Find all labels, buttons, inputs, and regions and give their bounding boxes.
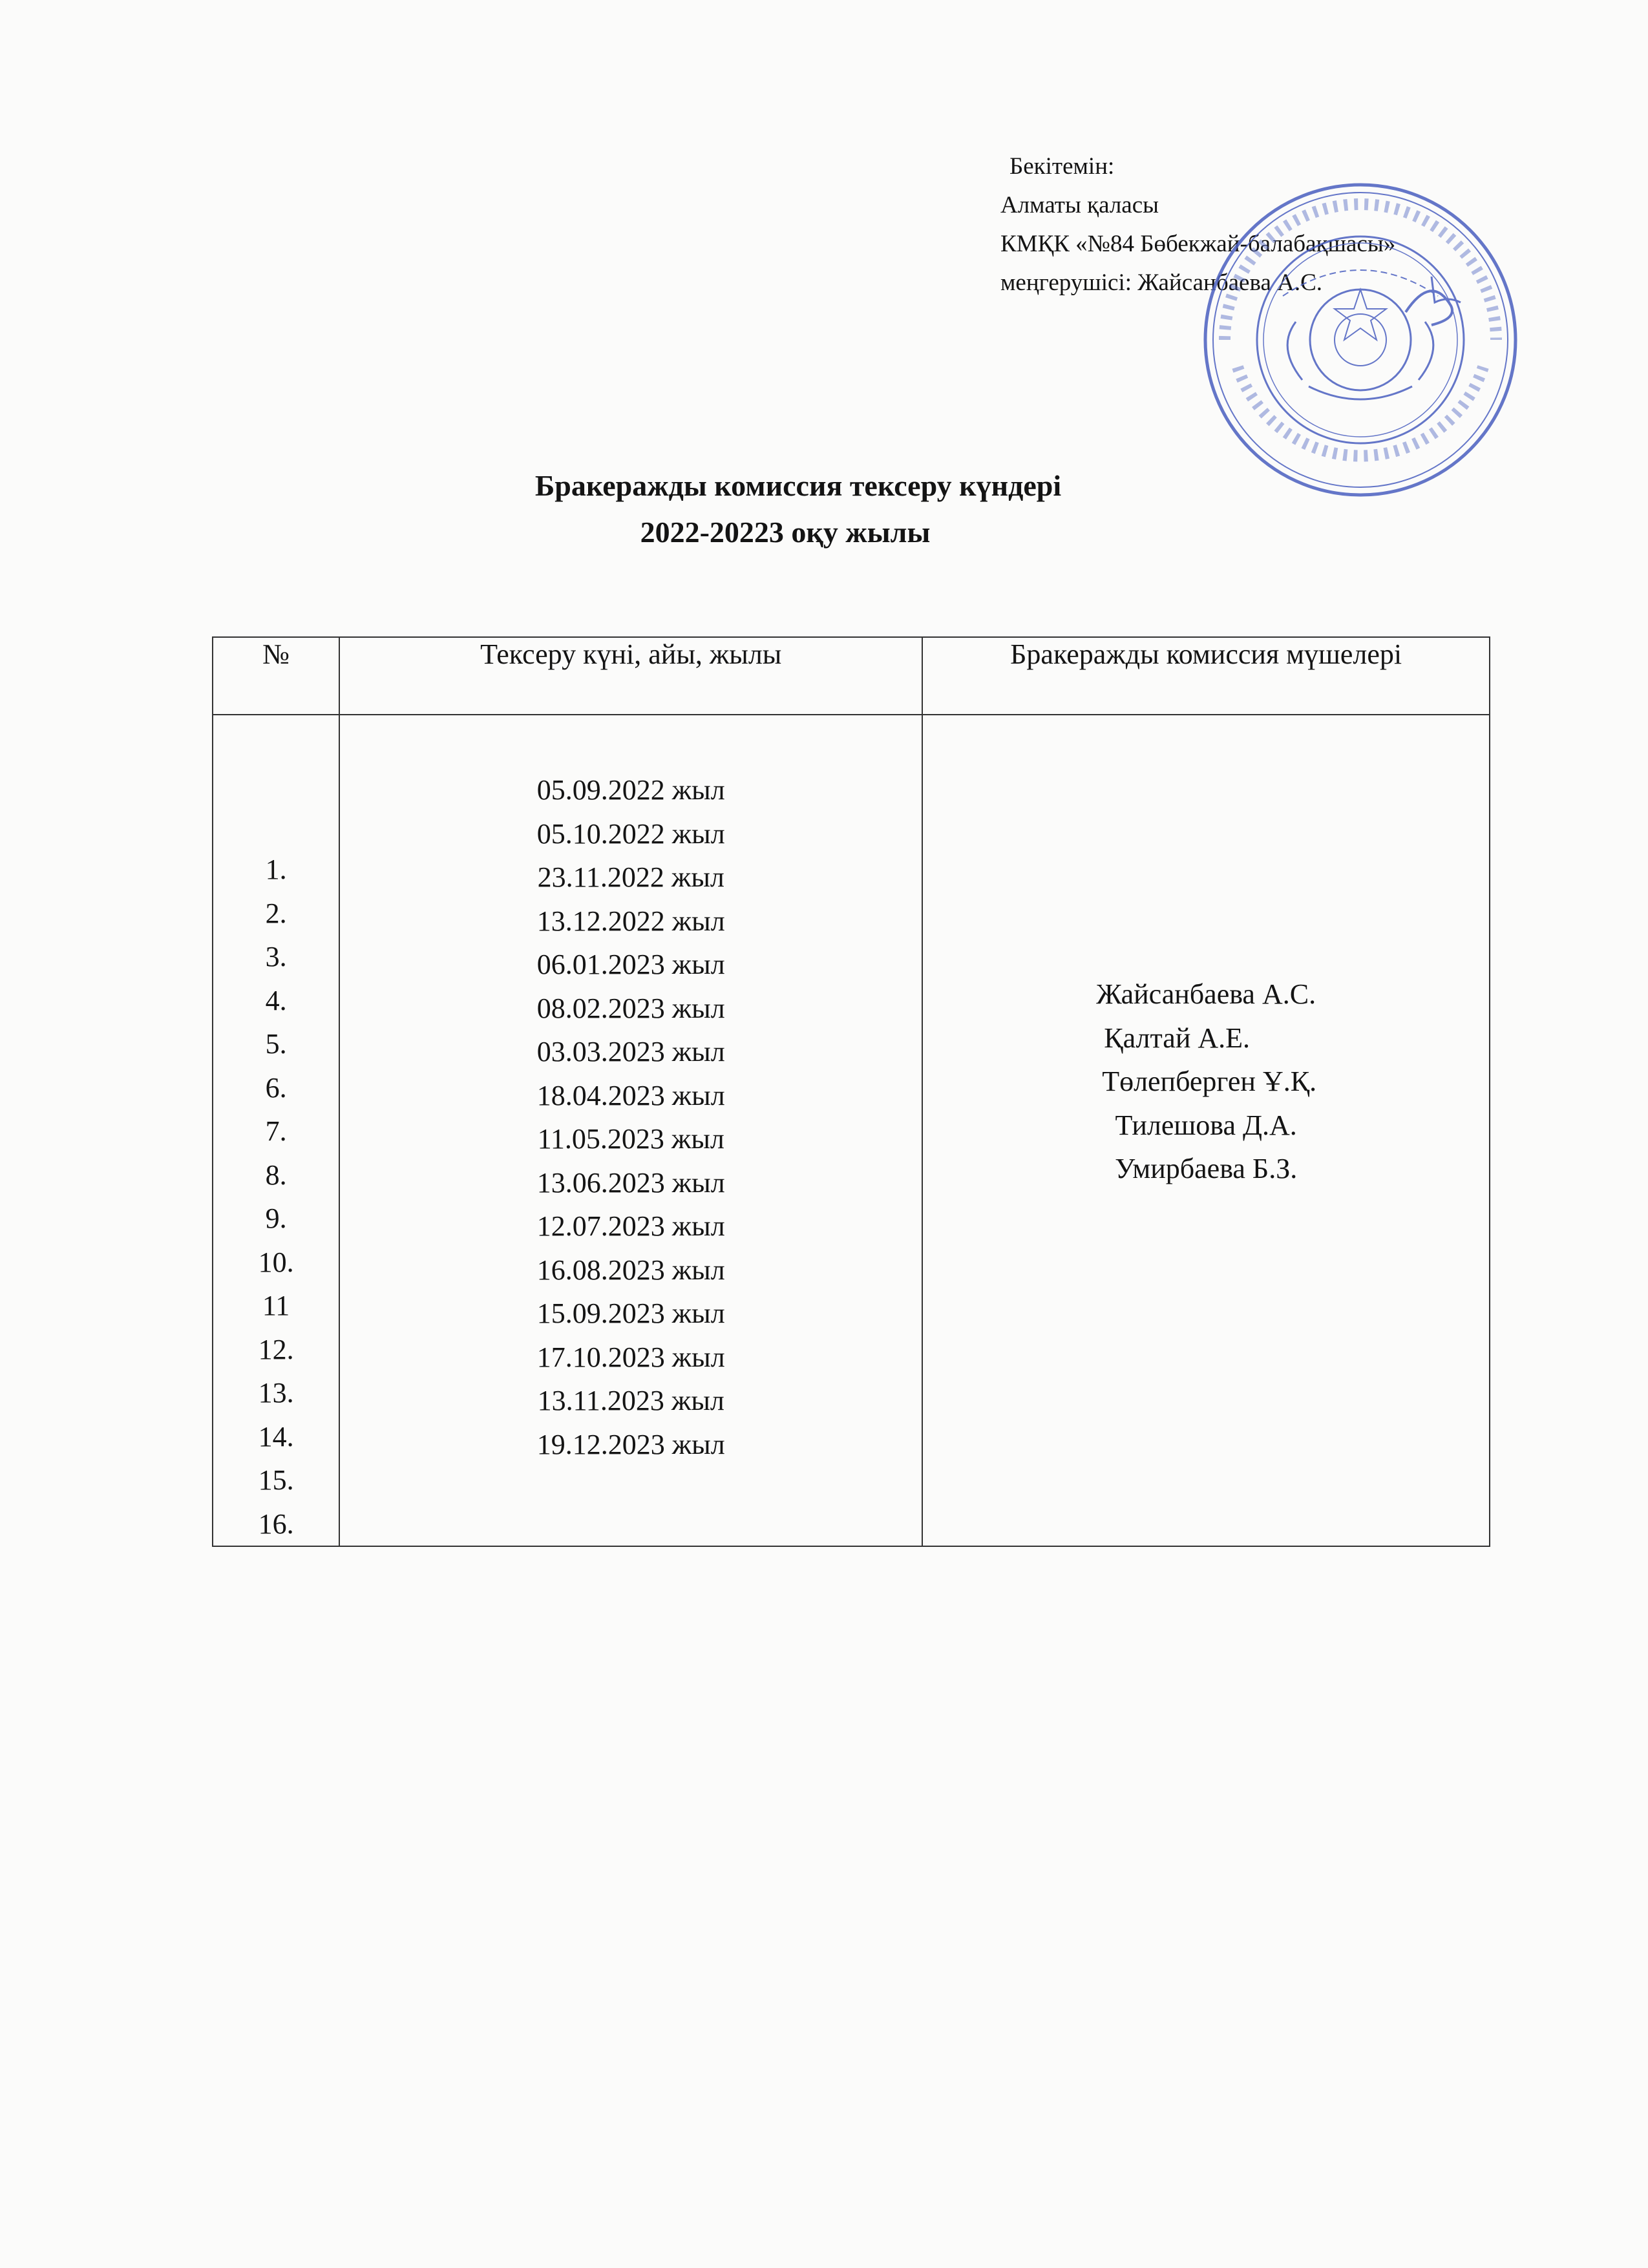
inspection-date: 18.04.2023 жыл xyxy=(536,1079,725,1111)
row-number: 6. xyxy=(265,1071,287,1104)
dates-cell xyxy=(339,715,922,1546)
page-subtitle: 2022-20223 оқу жылы xyxy=(640,516,931,549)
inspection-date: 19.12.2023 жыл xyxy=(536,1428,725,1460)
row-number: 1. xyxy=(265,854,287,885)
inspection-date: 17.10.2023 жыл xyxy=(536,1341,725,1373)
approval-line-2: Алматы қаласы xyxy=(1000,192,1159,218)
row-number: 3. xyxy=(265,941,287,972)
inspection-date: 05.09.2022 жыл xyxy=(536,774,725,806)
inspection-date: 15.09.2023 жыл xyxy=(536,1297,725,1329)
inspection-date: 23.11.2022 жыл xyxy=(537,861,724,893)
row-number: 11 xyxy=(262,1290,290,1321)
dates-list xyxy=(340,715,922,1466)
numbers-cell xyxy=(213,715,339,1546)
row-number: 10. xyxy=(258,1246,294,1278)
row-number: 14. xyxy=(258,1420,294,1453)
table-row xyxy=(213,715,1490,1546)
inspection-date: 11.05.2023 жыл xyxy=(537,1123,724,1155)
inspection-date: 13.11.2023 жыл xyxy=(537,1385,724,1416)
header-date: Тексеру күні, айы, жылы xyxy=(339,637,922,715)
row-number: 12. xyxy=(258,1333,294,1365)
inspection-schedule-table xyxy=(212,636,1490,1547)
inspection-date: 05.10.2022 жыл xyxy=(536,817,725,850)
commission-member: Жайсанбаева А.С. xyxy=(1096,978,1316,1010)
inspection-date: 13.06.2023 жыл xyxy=(536,1166,725,1199)
commission-member: Қалтай А.Е. xyxy=(1104,1022,1251,1054)
approval-line-1: Бекітемін: xyxy=(1009,153,1115,180)
row-number: 9. xyxy=(265,1202,287,1234)
row-number: 7. xyxy=(265,1115,287,1147)
table-header-row xyxy=(213,637,1490,715)
members-cell xyxy=(922,715,1490,1546)
commission-member: Төлепберген Ұ.Қ. xyxy=(1102,1066,1317,1097)
row-number: 5. xyxy=(265,1028,287,1060)
row-number: 4. xyxy=(265,984,287,1016)
members-list xyxy=(923,715,1489,1191)
page-title: Бракеражды комиссия тексеру күндері xyxy=(534,469,1062,502)
approval-line-4: меңгерушісі: Жайсанбаева А.С. xyxy=(1000,269,1323,296)
header-number: № xyxy=(213,637,339,715)
inspection-date: 08.02.2023 жыл xyxy=(536,992,725,1024)
inspection-date: 12.07.2023 жыл xyxy=(536,1210,725,1242)
inspection-date: 13.12.2022 жыл xyxy=(536,905,725,937)
inspection-date: 06.01.2023 жыл xyxy=(536,949,725,980)
inspection-date: 16.08.2023 жыл xyxy=(536,1254,725,1286)
inspection-date: 03.03.2023 жыл xyxy=(536,1036,725,1067)
row-number: 15. xyxy=(258,1464,294,1496)
official-seal-stamp xyxy=(1199,173,1528,503)
header-members: Бракеражды комиссия мүшелері xyxy=(922,637,1490,715)
numbers-list xyxy=(213,715,339,1546)
row-number: 13. xyxy=(258,1377,294,1409)
row-number: 16. xyxy=(258,1507,294,1540)
row-number: 8. xyxy=(265,1159,287,1191)
row-number: 2. xyxy=(265,897,287,929)
approval-line-3: КМҚК «№84 Бөбекжай-балабақшасы» xyxy=(1000,231,1396,257)
commission-member: Умирбаева Б.З. xyxy=(1115,1153,1298,1184)
commission-member: Тилешова Д.А. xyxy=(1115,1109,1297,1141)
